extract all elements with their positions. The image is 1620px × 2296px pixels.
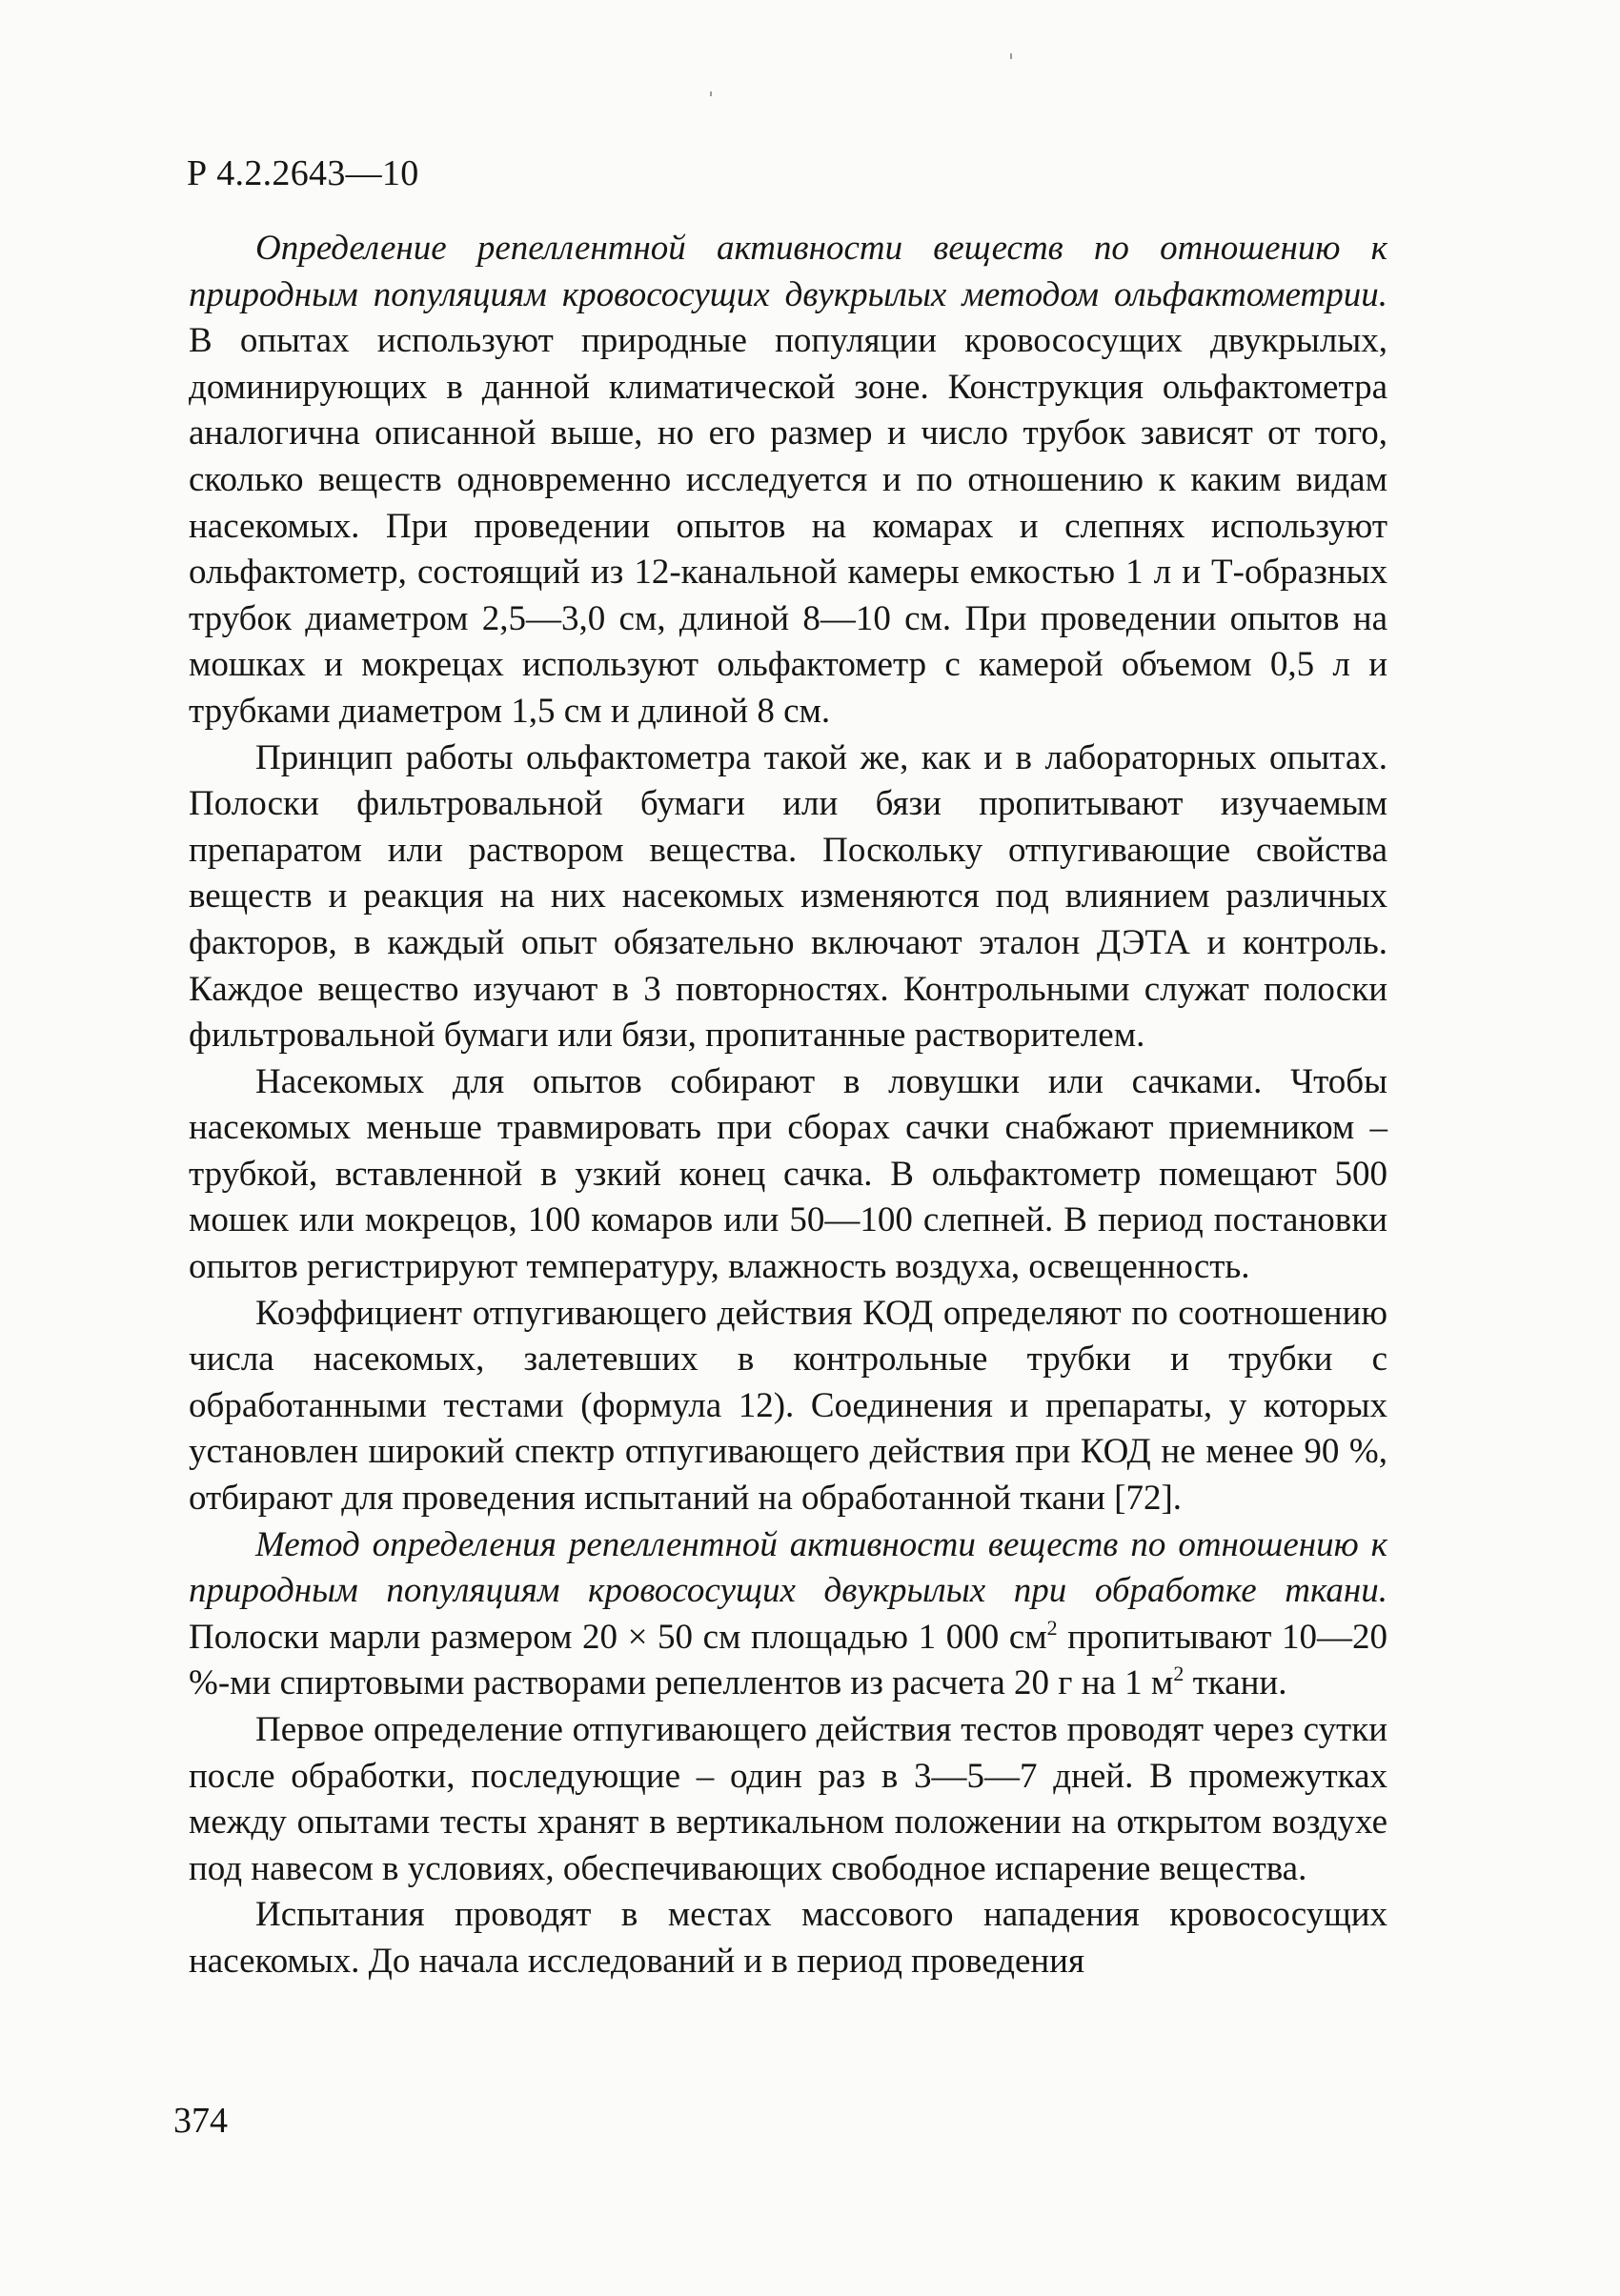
- section-heading-olfactometry: Определение репеллентной активности веществ по отношению к природным популяциям кровососущих двукрылых методом ольфактометрии.: [189, 229, 1387, 314]
- paragraph-text: Первое определение отпугивающего действия тестов проводят через сутки после обработки, последующие – один раз в 3—5—7 дней. В промежутках между опытами тесты хранят в вертикальном положении на открытом воздухе под навесом в условиях, обеспечивающих свободное испарение вещества.: [189, 1710, 1387, 1888]
- section-heading-fabric-treatment: Метод определения репеллентной активности веществ по отношению к природным популяциям кровососущих двукрылых при обработке ткани.: [189, 1524, 1387, 1611]
- paragraph-olfactometer-principle: [189, 735, 1387, 1059]
- paragraph-text: Полоски марли размером 20 × 50 см площадью 1 000 см: [189, 1617, 1047, 1657]
- page-number: 374: [173, 2101, 228, 2141]
- paragraph-text: Коэффициент отпугивающего действия КОД определяют по соотношению числа насекомых, залетевших в контрольные трубки и трубки с обработанными тестами (формула 12). Соединения и препараты, у которых установлен широкий спектр отпугивающего действия при КОД не менее 90 %, отбирают для проведения испытаний на обработанной ткани [72].: [189, 1293, 1387, 1519]
- paragraph-text: Испытания проводят в местах массового нападения кровососущих насекомых. До начала исследований и в период проведения: [189, 1895, 1387, 1981]
- paragraph-olfactometry-method: [189, 226, 1387, 735]
- paragraph-first-determination: [189, 1707, 1387, 1892]
- scan-speck: [1010, 53, 1012, 59]
- document-code: Р 4.2.2643—10: [187, 153, 419, 193]
- paragraph-field-trials: [189, 1892, 1387, 1984]
- paragraph-text: ткани.: [1184, 1663, 1287, 1703]
- paragraph-text: Насекомых для опытов собирают в ловушки или сачками. Чтобы насекомых меньше травмировать при сборах сачки снабжают приемником – трубкой, вставленной в узкий конец сачка. В ольфактометр помещают 500 мошек или мокрецов, 100 комаров или 50—100 слепней. В период постановки опытов регистрируют температуру, влажность воздуха, освещенность.: [189, 1061, 1387, 1287]
- paragraph-repellency-coefficient: [189, 1291, 1387, 1522]
- body-text: [189, 226, 1387, 1985]
- paragraph-insect-collection: [189, 1059, 1387, 1291]
- paragraph-text: В опытах используют природные популяции кровососущих двукрылых, доминирующих в данной климатической зоне. Конструкция ольфактометра аналогична описанной выше, но его размер и число трубок зависят от того, сколько веществ одновременно исследуется и по отношению к каким видам насекомых. При проведении опытов на комарах и слепнях используют ольфактометр, состоящий из 12-канальной камеры емкостью 1 л и Т-образных трубок диаметром 2,5—3,0 см, длиной 8—10 см. При проведении опытов на мошках и мокрецах используют ольфактометр с камерой объемом 0,5 л и трубками диаметром 1,5 см и длиной 8 см.: [189, 321, 1387, 731]
- paragraph-fabric-treatment-method: [189, 1522, 1387, 1707]
- superscript: 2: [1173, 1662, 1185, 1686]
- paragraph-text: Принцип работы ольфактометра такой же, как и в лабораторных опытах. Полоски фильтровальной бумаги или бязи пропитывают изучаемым препаратом или раствором вещества. Поскольку отпугивающие свойства веществ и реакция на них насекомых изменяются под влиянием различных факторов, в каждый опыт обязательно включают эталон ДЭТА и контроль. Каждое вещество изучают в 3 повторностях. Контрольными служат полоски фильтровальной бумаги или бязи, пропитанные растворителем.: [189, 737, 1387, 1056]
- scan-speck: [710, 91, 712, 96]
- paragraph-text: пропитывают 10—20 %-ми спиртовыми растворами репеллентов из расчета 20 г на 1 м: [189, 1617, 1387, 1703]
- superscript: 2: [1046, 1615, 1058, 1640]
